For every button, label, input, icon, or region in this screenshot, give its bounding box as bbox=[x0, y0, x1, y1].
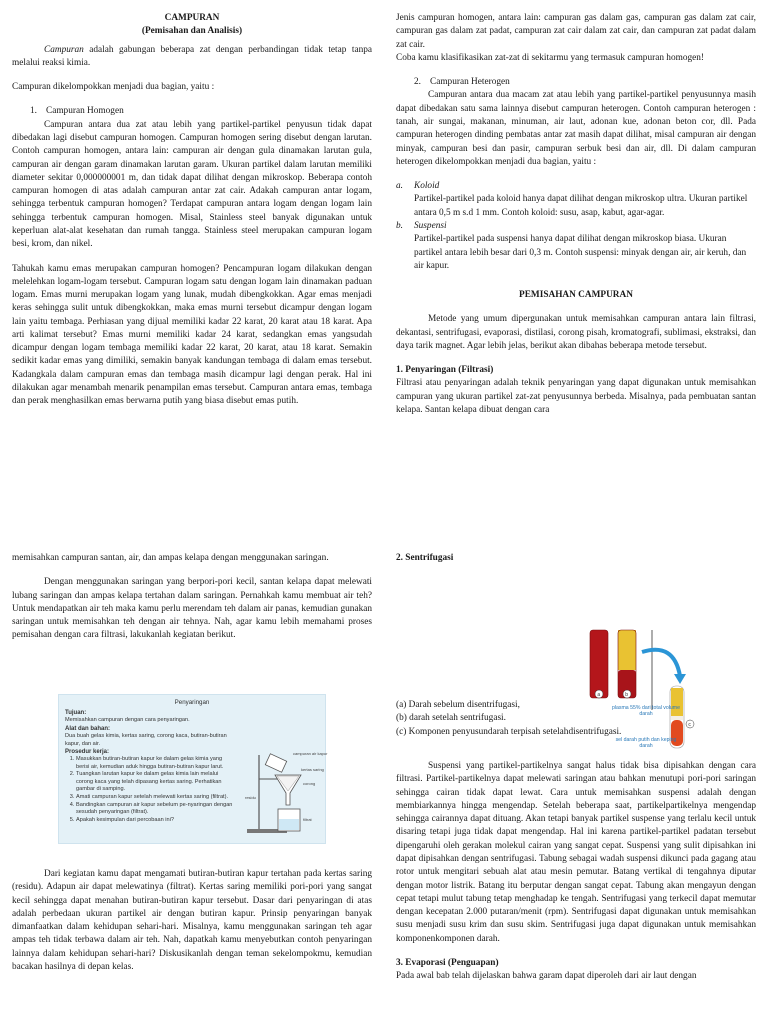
homogen-heading bbox=[12, 105, 372, 118]
activity-tujuan-heading: Tujuan: bbox=[65, 710, 87, 717]
filtrasi-heading: 1. Penyaringan (Filtrasi) bbox=[396, 365, 494, 376]
centrifuge-captions bbox=[396, 699, 676, 739]
caption-a: (a) Darah sebelum disentrifugasi, bbox=[396, 700, 520, 710]
homogen-title: Campuran Homogen bbox=[46, 106, 124, 117]
page-subtitle: (Pemisahan dan Analisis) bbox=[141, 26, 243, 37]
activity-step: 3. Amati campuran kapur setelah melewati kertas saring (filtrat). bbox=[76, 794, 233, 802]
filtrasi-paragraph-2: Dengan menggunakan saringan yang berpori-pori kecil, santan kelapa dapat melewati lubang saringan dan ampas kelapa tertahan dalam saringan. Pernahkah kamu membuat air teh? Untuk mendapatkan air teh maka kamu perlu merendam teh dalam air panas, kemudian gunakan saringan untuk memisahkan teh dengan air tehnya. Nah, agar kamu lebih memahami proses pemisahan dengan cara filtrasi, lakukanlah kegiatan berikut. bbox=[12, 577, 372, 641]
intro-rest: adalah gabungan beberapa zat dengan perbandingan tidak tetap tanpa melalui reaksi kimia. bbox=[12, 44, 372, 68]
right-column-top bbox=[396, 12, 756, 417]
filtration-activity-box bbox=[58, 694, 326, 844]
activity-title: Penyaringan bbox=[174, 699, 210, 706]
tube-a-blood bbox=[590, 630, 608, 698]
activity-tujuan: Memisahkan campuran dengan cara penyaringan. bbox=[65, 717, 190, 724]
fig-label-funnel: corong bbox=[303, 781, 316, 786]
label-a: a bbox=[597, 692, 601, 698]
fig-label-filtrate: filtrat bbox=[303, 817, 312, 822]
activity-step: 4. Bandingkan campuran air kapur sebelum pe-nyaringan dengan sesudah penyaringan (filtrat). bbox=[76, 802, 233, 817]
filtrasi-continued: memisahkan campuran santan, air, dan ampas kelapa dengan menggunakan saringan. bbox=[12, 553, 329, 563]
activity-prosedur-heading: Prosedur kerja: bbox=[65, 749, 110, 756]
homogen-paragraph-1: Campuran antara dua zat atau lebih yang partikel-partikel penyusun tidak dapat dibedakan lagi disebut campuran homogen. Campuran homogen sering disebut dengan larutan. Contoh campuran homogen, antara lain: campuran air dengan gula dinamakan larutan gula, campuran air dengan garam dinamakan larutan garam. Ukuran partikel dalam larutan memiliki diameter sekitar 0,000000001 m, dan tidak dapat dilihat dengan mikroskop. Beberapa contoh campuran homogen di atas adalah campuran antar zat cair. Adakah campuran antar logam, sehingga terbentuk campuran homogen? Terdapat campuran antara logam dengan logam lain sehingga terbentuk campuran homogen. Misal, Stainless steel banyak digunakan untuk keperluan alat-alat kesehatan dan rumah tangga. Stainless steel merupakan campuran logam besi, krom, dan nikel. bbox=[12, 119, 372, 250]
label-b: b bbox=[625, 692, 628, 698]
intro-term: Campuran bbox=[44, 44, 84, 55]
fig-label-filter-paper: kertas saring bbox=[301, 767, 324, 772]
koloid-body: Partikel-partikel pada koloid hanya dapat dilihat dengan mikroskop ultra. Ukuran partikel antara 0,5 m s.d 1 mm. Contoh koloid: susu, asap, kabut, agar-agar. bbox=[414, 194, 748, 218]
heterogen-number: 2. bbox=[414, 77, 421, 88]
activity-step: 5. Apakah kesimpulan dari percobaan ini? bbox=[76, 817, 233, 825]
activity-steps bbox=[65, 756, 233, 824]
heterogen-paragraph: Campuran antara dua macam zat atau lebih yang partikel-partikel penyusunnya masih dapat dibedakan satu sama lainnya disebut campuran heterogen. Contoh campuran heterogen : tanah, air sungai, makanan, minuman, air laut, adonan kue, adonan beton cor, dll. Pada campuran heterogen dinding pembatas antar zat masih dapat dilihat, misal campuran air dengan minyak, campuran besi dan pasir, campuran serbuk besi dan air, dll. Di dalam campuran heterogen dikelompokkan menjadi dua bagian, yaitu : bbox=[396, 90, 756, 167]
koloid-title: Koloid bbox=[414, 181, 440, 192]
heterogen-heading bbox=[396, 76, 756, 89]
fig-label-residue: residu bbox=[245, 795, 256, 800]
intro-paragraph bbox=[12, 44, 372, 71]
right-column-bottom bbox=[396, 552, 756, 565]
pemisahan-title: PEMISAHAN CAMPURAN bbox=[519, 290, 633, 301]
evaporasi-paragraph: Pada awal bab telah dijelaskan bahwa garam dapat diperoleh dari air laut dengan bbox=[396, 971, 697, 982]
classify-prompt: Coba kamu klasifikasikan zat-zat di sekitarmu yang termasuk campuran homogen! bbox=[396, 52, 704, 63]
filtration-apparatus-illustration bbox=[245, 749, 328, 835]
suspensi-letter: b. bbox=[396, 220, 403, 231]
suspensi-body: Partikel-partikel pada suspensi hanya dapat dilihat dengan mikroskop biasa. Ukuran partikel antara lebih besar dari 0,3 m. Contoh suspensi: minyak dengan air, air keruh, dan air kapur. bbox=[414, 234, 747, 271]
filtrate-liquid bbox=[279, 819, 299, 830]
sentrifugasi-paragraph: Suspensi yang partikel-partikelnya sangat halus tidak bisa dipisahkan dengan cara filtrasi. Partikel-partikelnya dapat melewati saringan atau bahkan menutupi pori-pori saringan sehingga cairan tidak dapat lewat. Cara untuk memisahkan suspensi adalah dengan membiarkannya hingga mengendap. Setelah beberapa saat, partikelpartikelnya mengendap sehingga cairannya dapat dituang. Akan tetapi banyak partikel suspense yang terlalu kecil untuk disaring tetapi juga tidak dapat mengendap. Hal ini karena partikel-partikel padatan tersebut dipengaruhi oleh gerakan molekul cairan yang sangat cepat. Suspensi yang sulit dipisahkan ini dapat dipisahkan dengan sentrifugasi. Tabung sebagai wadah suspensi dikunci pada gagang atau rotor untuk mengitari sebuah alat atau mesin pemutar. Batang vertikal di tengahnya diputar dengan motor listrik. Batang itu berputar dengan sangat cepat. Tabung akan mengayun dengan cepat tetapi mulut tabung tetap menghadap ke tengah. Sentrifugasi yang terkecil dapat memutar dengan kecepatan 2.000 putaran/menit (rpm). Sentrifugasi dapat digunakan untuk memisahkan susu menjadi susu krim dan susu skim. Sentrifugasi juga dapat digunakan untuk memisahkan komponenkomponen darah. bbox=[396, 761, 756, 944]
pouring-beaker bbox=[265, 754, 286, 772]
activity-alat-heading: Alat dan bahan: bbox=[65, 726, 111, 732]
homogen-types-paragraph: Jenis campuran homogen, antara lain: campuran gas dalam gas, campuran gas dalam zat cair, campuran gas dalam zat padat, campuran zat cair dalam zat cair, dan campuran zat padat dalam zat cair. bbox=[396, 13, 756, 50]
evaporasi-heading: 3. Evaporasi (Penguapan) bbox=[396, 957, 499, 968]
activity-step: 1. Masukkan butiran-butiran kapur ke dalam gelas kimia yang berisi air, kemudian aduk hingga butiran-butiran kapur larut. bbox=[76, 756, 233, 771]
arrow-blue bbox=[642, 650, 680, 676]
groups-intro: Campuran dikelompokkan menjadi dua bagian, yaitu : bbox=[12, 82, 215, 93]
left-column-bottom-after-box bbox=[12, 868, 372, 974]
sentrifugasi-heading: 2. Sentrifugasi bbox=[396, 553, 454, 563]
plasma-label: plasma 55% dari total volume darah bbox=[611, 705, 681, 717]
homogen-number: 1. bbox=[30, 106, 37, 117]
left-column-bottom bbox=[12, 552, 372, 643]
filtrasi-paragraph: Filtrasi atau penyaringan adalah teknik penyaringan yang dapat digunakan untuk memisahkan campuran yang ukuran partikel zat-zat penyusunnya berbeda. Misalnya, pada pembuatan santan kelapa. Santan kelapa dibuat dengan cara bbox=[396, 378, 756, 416]
activity-step: 2. Tuangkan larutan kapur ke dalam gelas kimia lain melalui corong kaca yang telah dipasang kertas saring. Perhatikan gambar di samping. bbox=[76, 771, 233, 794]
activity-alat: Dua buah gelas kimia, kertas saring, corong kaca, butiran-butiran kapur, dan air. bbox=[65, 733, 227, 747]
page-title: CAMPURAN bbox=[164, 13, 220, 23]
suspensi-heading bbox=[396, 220, 756, 233]
arrow-head-icon bbox=[674, 674, 686, 684]
filtrasi-paragraph-3: Dari kegiatan kamu dapat mengamati butiran-butiran kapur tertahan pada kertas saring (residu). Adapun air dapat melewatinya (filtrat). Kertas saring memiliki pori-pori yang sangat kecil sehingga dapat menahan butiran-butiran kapur tersebut. Dasar dari penyaringan di atas adalah perbedaan ukuran partikel air dengan butiran kapur. Prinsip penyaringan banyak dimanfaatkan dalam kehidupan sehari-hari. Misalnya, kamu menggunakan saringan teh agar ampas teh tidak terbawa dalam air teh. Nah, dapatkah kamu menyebutkan contoh penyaringan lainnya dalam kehidupan sehari-hari? Diskusikanlah dengan teman sekelompokmu, kemudian bacakan hasilnya di depan kelas. bbox=[12, 869, 372, 972]
koloid-heading bbox=[396, 180, 756, 193]
label-c: c bbox=[688, 722, 691, 728]
koloid-letter: a. bbox=[396, 181, 403, 192]
left-column-top bbox=[12, 12, 372, 409]
caption-c: (c) Komponen penyusundarah terpisah setelahdisentrifugasi. bbox=[396, 726, 622, 737]
pemisahan-paragraph: Metode yang umum dipergunakan untuk memisahkan campuran antara lain filtrasi, dekantasi, sentrifugasi, evaporasi, distilasi, corong pisah, kromatografi, sublimasi, ekstraksi, dan daya tarik magnet. Agar lebih jelas, berikut akan dibahas beberapa metode tersebut. bbox=[396, 314, 756, 351]
suspensi-title: Suspensi bbox=[414, 220, 447, 231]
caption-b: (b) darah setelah sentrifugasi. bbox=[396, 713, 506, 724]
tube-b-plasma bbox=[618, 630, 636, 670]
white-cells-label: sel darah putih dan keping darah bbox=[615, 737, 677, 749]
heterogen-title: Campuran Heterogen bbox=[430, 77, 510, 88]
sentrifugasi-text-block bbox=[396, 760, 756, 984]
fig-label-mixture: campuran air kapur bbox=[293, 751, 328, 756]
homogen-paragraph-2: Tahukah kamu emas merupakan campuran homogen? Pencampuran logam dilakukan dengan melelehkan logam-logam tersebut. Campuran logam satu dengan logam lain dinamakan paduan logam. Emas murni merupakan logam yang lunak, mudah dibengkokkan. Agar emas menjadi keras sehingga sulit untuk dibengkokkan, maka emas murni tersebut dicampur dengan logam lain yaitu tembaga. Perhiasan yang dijual memiliki kadar 22 karat, 20 karat atau 18 karat. Apa arti kalimat tersebut? Emas murni memiliki kadar 24 karat, sedangkan emas yangsudah dicampur dengan logam tembaga memiliki kadar 22 karat, 20 karat, atau 18 karat. Semakin sedikit kadar emas yang dimiliki, semakin banyak kandungan tembaga di dalam emas tersebut. Kadangkala dalam campuran emas dan tembaga masih dicampur lagi dengan perak. Hal ini dilakukan agar menambah menarik penampilan emas tersebut. Campuran antara emas, tembaga dan perak menghasilkan emas berwarna putih yang biasa disebut emas putih. bbox=[12, 263, 372, 407]
